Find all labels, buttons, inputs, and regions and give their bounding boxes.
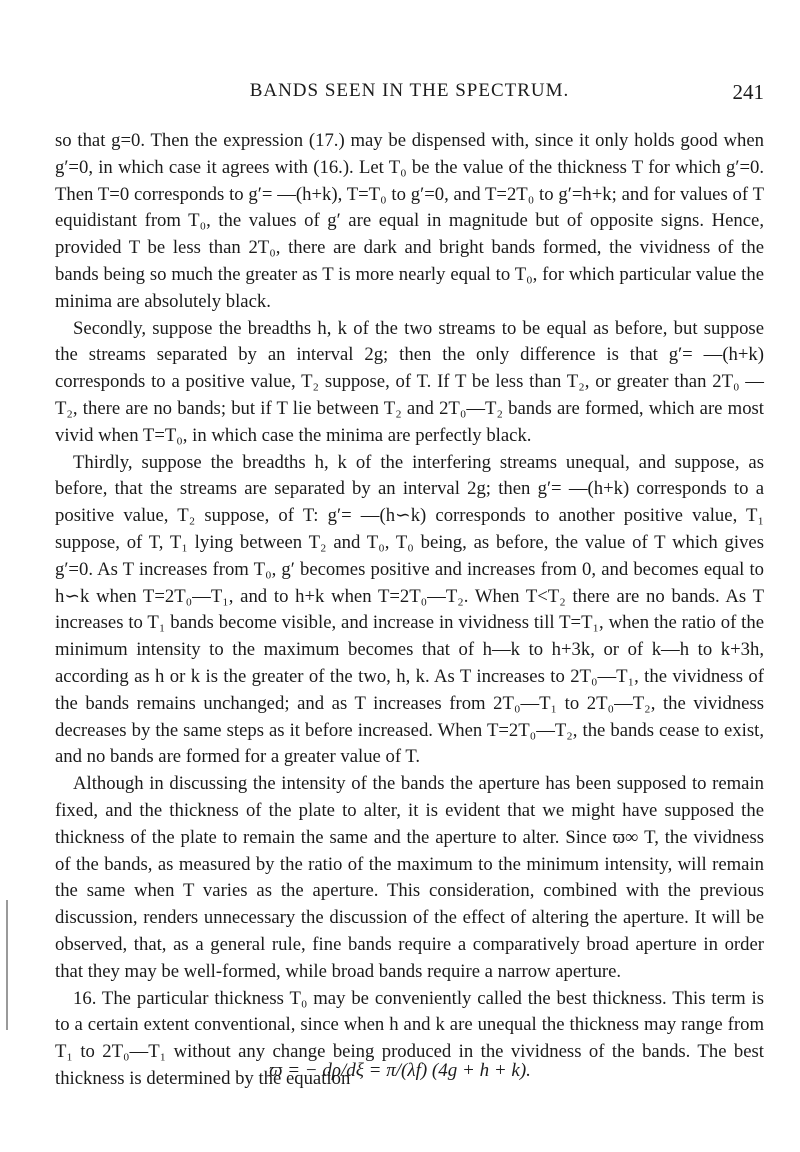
page-number: 241 bbox=[732, 80, 764, 104]
paragraph-3: Thirdly, suppose the breadths h, k of the interfering streams unequal, and suppose, as before, that the streams are separated by an interval 2g; then g′= —(h+k) corresponds to a positive value, T₂ suppose, of T: g′= —(h∽k) corresponds to another positive value, T₁ suppose, of T, T₁ lying between T₂ and T₀, T₀ being, as before, the value of T which gives g′=0. As T increases from T₀, g′ becomes positive and increases from 0, and becomes equal to h∽k when T=2T₀—T₁, and to h+k when T=2T₀—T₂. When T<T₂ there are no bands. As T increases to T₁ bands become visible, and increase in vividness till T=T₁, when the ratio of the minimum intensity to the maximum becomes that of h—k to h+3k, or of k—h to k+3h, according as h or k is the greater of the two, h, k. As T increases to 2T₀—T₁, the vividness of the bands remains unchanged; and as T increases from 2T₀—T₁ to 2T₀—T₂, the vividness decreases by the same steps as it before increased. When T=2T₀—T₂, the bands cease to exist, and no bands are formed for a greater value of T. bbox=[55, 451, 764, 768]
paragraph-4: Although in discussing the intensity of the bands the aperture has been supposed to remain fixed, and the thickness of the plate to alter, it is evident that we might have supposed the thickness of the plate to remain the same and the aperture to alter. Since ϖ∞ T, the vividness of the bands, as measured by the ratio of the maximum to the minimum intensity, will remain the same when T varies as the aperture. This consideration, combined with the previous discussion, renders unnecessary the discussion of the effect of altering the aperture. It will be observed, that, as a general rule, fine bands require a comparatively broad aperture in order that they may be well-formed, while broad bands require a narrow aperture. bbox=[55, 773, 764, 982]
paragraph-5: 16. The particular thickness T₀ may be conveniently called the best thickness. This term is to a certain extent conventional, since when h and k are unequal the thickness may range from T₁ to 2T₀—T₁ without any change being produced in the vividness of the bands. The best thickness is determined by the equation bbox=[55, 987, 764, 1089]
equation: ϖ = − dρ/dξ = π/(λf) (4g + h + k). bbox=[269, 1060, 531, 1081]
body-text bbox=[55, 128, 764, 1093]
running-head: BANDS SEEN IN THE SPECTRUM. bbox=[249, 80, 570, 101]
page-header bbox=[55, 80, 764, 110]
paragraph-1: so that g=0. Then the expression (17.) may be dispensed with, since it only holds good when g′=0, in which case it agrees with (16.). Let T₀ be the value of the thickness T for which g′=0. Then T=0 corresponds to g′= —(h+k), T=T₀ to g′=0, and T=2T₀ to g′=h+k; and for values of T equidistant from T₀, the values of g′ are equal in magnitude but of opposite signs. Hence, provided T be less than 2T₀, there are dark and bright bands formed, the vividness of the bands being so much the greater as T is more nearly equal to T₀, for which particular value the minima are absolutely black. bbox=[55, 130, 764, 312]
margin-rule bbox=[6, 900, 8, 1030]
paragraph-2: Secondly, suppose the breadths h, k of the two streams to be equal as before, but suppose the streams separated by an interval 2g; then the only difference is that g′= —(h+k) corresponds to a positive value, T₂ suppose, of T. If T be less than T₂, or greater than 2T₀ — T₂, there are no bands; but if T lie between T₂ and 2T₀—T₂ bands are formed, which are most vivid when T=T₀, in which case the minima are perfectly black. bbox=[55, 317, 764, 446]
